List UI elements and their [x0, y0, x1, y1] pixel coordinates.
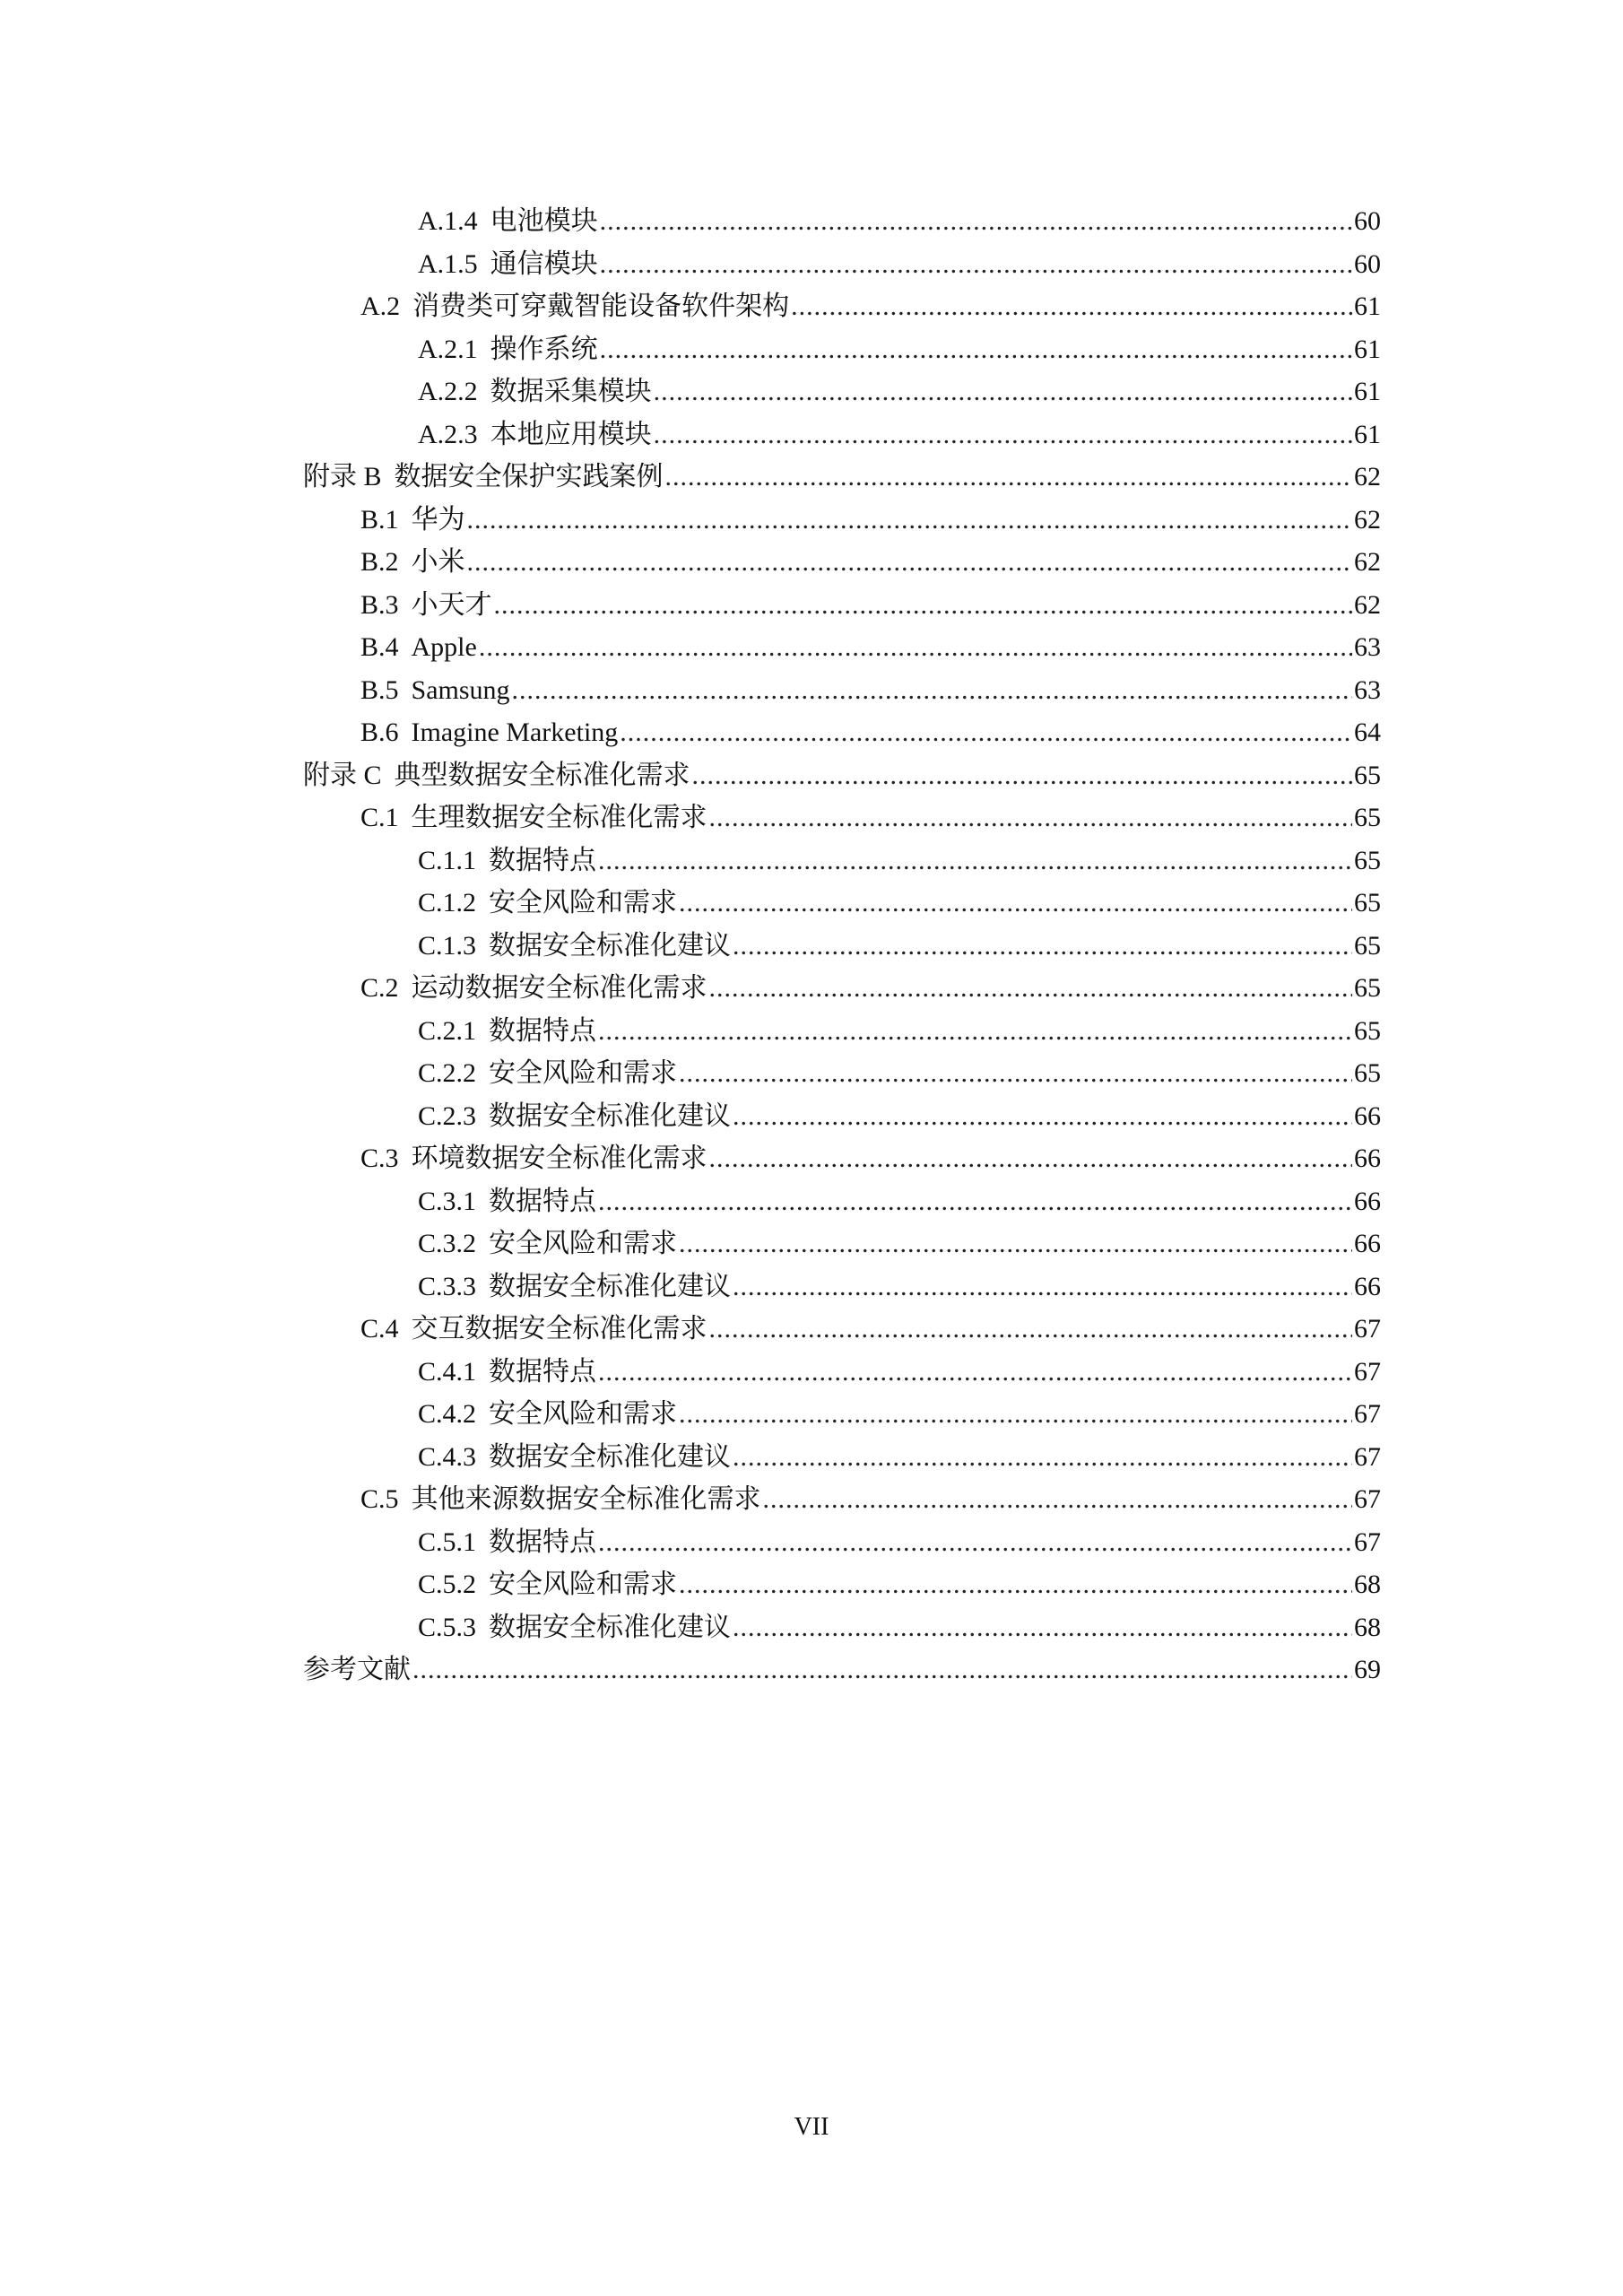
toc-entry-title: 数据特点 — [489, 1356, 597, 1387]
toc-entry[interactable] — [303, 1563, 1381, 1606]
toc-entry-title: 其他来源数据安全标准化需求 — [411, 1484, 761, 1514]
toc-entry-number: C.3.1 — [418, 1186, 477, 1216]
toc-entry-page: 65 — [1354, 930, 1381, 961]
toc-entry-page: 62 — [1354, 462, 1381, 491]
toc-entry-page: 65 — [1354, 845, 1381, 875]
toc-entry-number: C.2.3 — [418, 1100, 477, 1131]
toc-dot-leader — [512, 669, 1352, 712]
toc-dot-leader — [598, 1351, 1352, 1394]
toc-entry-title: 华为 — [411, 504, 465, 535]
toc-dot-leader — [763, 1478, 1352, 1521]
toc-dot-leader — [598, 1180, 1352, 1223]
toc-entry-title: 参考文献 — [303, 1655, 411, 1684]
toc-dot-leader — [600, 200, 1352, 243]
toc-entry-number: C.5 — [360, 1484, 399, 1514]
toc-entry-number: B.2 — [360, 547, 399, 577]
toc-dot-leader — [412, 1648, 1352, 1692]
toc-dot-leader — [467, 541, 1352, 584]
toc-dot-leader — [733, 1265, 1352, 1309]
toc-entry-title: 小天才 — [411, 589, 492, 620]
toc-dot-leader — [600, 328, 1352, 371]
toc-entry-number: C.2.2 — [418, 1058, 477, 1088]
toc-entry[interactable] — [303, 754, 1381, 797]
toc-entry[interactable] — [303, 1137, 1381, 1180]
toc-entry-number: A.2 — [360, 291, 401, 321]
toc-entry-title: 数据采集模块 — [490, 377, 652, 406]
toc-entry-title: 数据安全标准化建议 — [489, 1441, 732, 1472]
toc-entry-number: C.1.2 — [418, 888, 477, 918]
toc-entry-number: A.2.1 — [418, 334, 478, 364]
toc-entry-number: C.2.1 — [418, 1015, 477, 1046]
toc-dot-leader — [598, 1521, 1352, 1564]
toc-dot-leader — [600, 243, 1352, 286]
toc-entry[interactable] — [303, 200, 1381, 243]
toc-entry-title: 数据特点 — [489, 1015, 597, 1046]
toc-entry-title: 数据特点 — [489, 845, 597, 875]
toc-entry-page: 68 — [1354, 1570, 1381, 1599]
toc-entry-number: C.1.3 — [418, 930, 477, 961]
toc-entry-number: C.4.1 — [418, 1356, 477, 1387]
toc-entry-page: 67 — [1354, 1526, 1381, 1557]
toc-entry-page: 61 — [1354, 291, 1381, 321]
toc-entry-title: 消费类可穿戴智能设备软件架构 — [412, 291, 790, 321]
toc-entry[interactable] — [303, 967, 1381, 1010]
toc-entry-number: C.4.2 — [418, 1399, 477, 1429]
toc-entry-page: 66 — [1354, 1271, 1381, 1301]
toc-entry-number: B.4 — [360, 632, 399, 662]
toc-entry[interactable] — [303, 1052, 1381, 1095]
toc-entry-title: 安全风险和需求 — [489, 1058, 678, 1088]
toc-entry[interactable] — [303, 1478, 1381, 1521]
toc-dot-leader — [620, 711, 1352, 754]
toc-entry-title: 安全风险和需求 — [489, 888, 678, 918]
toc-entry-title: 数据特点 — [489, 1186, 597, 1216]
toc-entry-number: C.3 — [360, 1144, 399, 1173]
toc-entry-page: 62 — [1354, 589, 1381, 620]
toc-entry[interactable] — [303, 1265, 1381, 1309]
toc-entry-page: 61 — [1354, 419, 1381, 449]
toc-entry-page: 65 — [1354, 973, 1381, 1003]
toc-entry-number: A.1.4 — [418, 206, 478, 236]
toc-entry-page: 66 — [1354, 1229, 1381, 1258]
toc-entry[interactable] — [303, 541, 1381, 584]
toc-dot-leader — [709, 967, 1352, 1010]
toc-entry-page: 66 — [1354, 1144, 1381, 1173]
toc-entry-page: 61 — [1354, 377, 1381, 406]
toc-dot-leader — [679, 882, 1352, 925]
toc-entry-number: C.3.2 — [418, 1229, 477, 1258]
toc-entry[interactable] — [303, 370, 1381, 413]
toc-entry-number: C.1.1 — [418, 845, 477, 875]
toc-entry-page: 65 — [1354, 1015, 1381, 1046]
toc-entry[interactable] — [303, 328, 1381, 371]
toc-entry-page: 67 — [1354, 1441, 1381, 1472]
toc-dot-leader — [791, 285, 1352, 328]
toc-entry[interactable] — [303, 1606, 1381, 1649]
toc-entry-title: 安全风险和需求 — [489, 1399, 678, 1429]
toc-entry[interactable] — [303, 839, 1381, 883]
toc-entry-page: 64 — [1354, 718, 1381, 747]
toc-entry-number: B.3 — [360, 589, 399, 620]
toc-entry-title: 生理数据安全标准化需求 — [411, 803, 707, 832]
toc-dot-leader — [733, 1436, 1352, 1479]
toc-dot-leader — [679, 1393, 1352, 1436]
toc-entry[interactable] — [303, 1436, 1381, 1479]
toc-entry-page: 63 — [1354, 632, 1381, 662]
toc-dot-leader — [733, 1095, 1352, 1138]
toc-dot-leader — [733, 925, 1352, 968]
toc-entry-title: 运动数据安全标准化需求 — [411, 973, 707, 1003]
toc-dot-leader — [679, 1052, 1352, 1095]
toc-entry-title: 数据安全标准化建议 — [489, 1271, 732, 1301]
toc-entry-title: Imagine Marketing — [411, 718, 619, 747]
toc-entry[interactable] — [303, 1010, 1381, 1053]
toc-dot-leader — [709, 796, 1352, 839]
toc-entry-title: 数据安全标准化建议 — [489, 1100, 732, 1131]
toc-entry-page: 60 — [1354, 248, 1381, 279]
toc-entry-title: 操作系统 — [490, 334, 598, 364]
toc-entry-title: Apple — [411, 632, 477, 662]
toc-entry-number: B.5 — [360, 674, 399, 705]
toc-entry-title: 数据安全标准化建议 — [489, 930, 732, 961]
toc-entry-page: 66 — [1354, 1100, 1381, 1131]
toc-entry[interactable] — [303, 1308, 1381, 1351]
toc-entry[interactable] — [303, 1095, 1381, 1138]
toc-entry[interactable] — [303, 711, 1381, 754]
toc-entry[interactable] — [303, 1521, 1381, 1564]
toc-entry[interactable] — [303, 285, 1381, 328]
page-number: VII — [794, 2113, 829, 2141]
toc-dot-leader — [479, 626, 1352, 669]
toc-entry-page: 60 — [1354, 206, 1381, 236]
toc-entry-number: C.5.1 — [418, 1526, 477, 1557]
toc-entry[interactable] — [303, 243, 1381, 286]
toc-entry[interactable] — [303, 456, 1381, 499]
toc-entry[interactable] — [303, 499, 1381, 542]
toc-dot-leader — [679, 1563, 1352, 1606]
toc-entry-page: 62 — [1354, 504, 1381, 535]
toc-entry-number: B.1 — [360, 504, 399, 535]
toc-entry-page: 69 — [1354, 1655, 1381, 1684]
toc-entry-title: 小米 — [411, 547, 465, 577]
toc-dot-leader — [654, 413, 1352, 457]
toc-dot-leader — [598, 1010, 1352, 1053]
toc-entry-page: 63 — [1354, 674, 1381, 705]
toc-entry-number: A.2.3 — [418, 419, 478, 449]
toc-dot-leader — [494, 584, 1352, 627]
toc-entry-title: 数据安全保护实践案例 — [394, 462, 664, 491]
toc-entry-title: 典型数据安全标准化需求 — [394, 760, 690, 790]
toc-entry[interactable] — [303, 584, 1381, 627]
toc-entry-number: B.6 — [360, 718, 399, 747]
toc-entry[interactable] — [303, 669, 1381, 712]
toc-entry-page: 65 — [1354, 760, 1381, 790]
toc-entry-page: 65 — [1354, 888, 1381, 918]
toc-dot-leader — [679, 1222, 1352, 1265]
toc-entry-title: 通信模块 — [490, 248, 598, 279]
toc-entry[interactable] — [303, 1351, 1381, 1394]
toc-entry-page: 67 — [1354, 1399, 1381, 1429]
toc-entry-page: 66 — [1354, 1186, 1381, 1216]
toc-entry-page: 67 — [1354, 1484, 1381, 1514]
toc-dot-leader — [654, 370, 1352, 413]
toc-entry-title: 本地应用模块 — [490, 419, 652, 449]
toc-entry[interactable] — [303, 925, 1381, 968]
toc-entry[interactable] — [303, 413, 1381, 457]
toc-entry-number: C.4 — [360, 1314, 399, 1344]
toc-entry-number: C.5.2 — [418, 1570, 477, 1599]
toc-dot-leader — [709, 1137, 1352, 1180]
toc-entry-page: 67 — [1354, 1356, 1381, 1387]
toc-entry-title: 环境数据安全标准化需求 — [411, 1144, 707, 1173]
toc-entry-page: 61 — [1354, 334, 1381, 364]
toc-entry-number: C.4.3 — [418, 1441, 477, 1472]
toc-entry-title: 电池模块 — [490, 206, 598, 236]
toc-entry-number: A.2.2 — [418, 377, 478, 406]
toc-entry-number: C.2 — [360, 973, 399, 1003]
toc-entry-number: C.1 — [360, 803, 399, 832]
toc-entry[interactable] — [303, 796, 1381, 839]
toc-dot-leader — [709, 1308, 1352, 1351]
toc-entry-number: A.1.5 — [418, 248, 478, 279]
toc-entry-page: 62 — [1354, 547, 1381, 577]
toc-entry[interactable] — [303, 1393, 1381, 1436]
toc-entry-page: 65 — [1354, 803, 1381, 832]
toc-entry[interactable] — [303, 882, 1381, 925]
toc-entry-title: Samsung — [411, 674, 510, 705]
toc-entry-title: 数据特点 — [489, 1526, 597, 1557]
toc-dot-leader — [598, 839, 1352, 883]
toc-entry-number: 附录 B — [303, 462, 382, 491]
toc-entry-page: 65 — [1354, 1058, 1381, 1088]
toc-entry-title: 交互数据安全标准化需求 — [411, 1314, 707, 1344]
toc-entry-number: C.3.3 — [418, 1271, 477, 1301]
toc-dot-leader — [665, 456, 1352, 499]
toc-dot-leader — [692, 754, 1352, 797]
toc-entry-page: 68 — [1354, 1612, 1381, 1642]
toc-entry[interactable] — [303, 1648, 1381, 1692]
toc-entry[interactable] — [303, 626, 1381, 669]
toc-entry[interactable] — [303, 1222, 1381, 1265]
toc-entry-page: 67 — [1354, 1314, 1381, 1344]
toc-entry-title: 安全风险和需求 — [489, 1229, 678, 1258]
toc-entry-number: C.5.3 — [418, 1612, 477, 1642]
toc-entry-title: 数据安全标准化建议 — [489, 1612, 732, 1642]
toc-entry-number: 附录 C — [303, 760, 382, 790]
toc-entry[interactable] — [303, 1180, 1381, 1223]
table-of-contents — [303, 200, 1381, 1692]
toc-dot-leader — [733, 1606, 1352, 1649]
toc-entry-title: 安全风险和需求 — [489, 1570, 678, 1599]
toc-dot-leader — [467, 499, 1352, 542]
